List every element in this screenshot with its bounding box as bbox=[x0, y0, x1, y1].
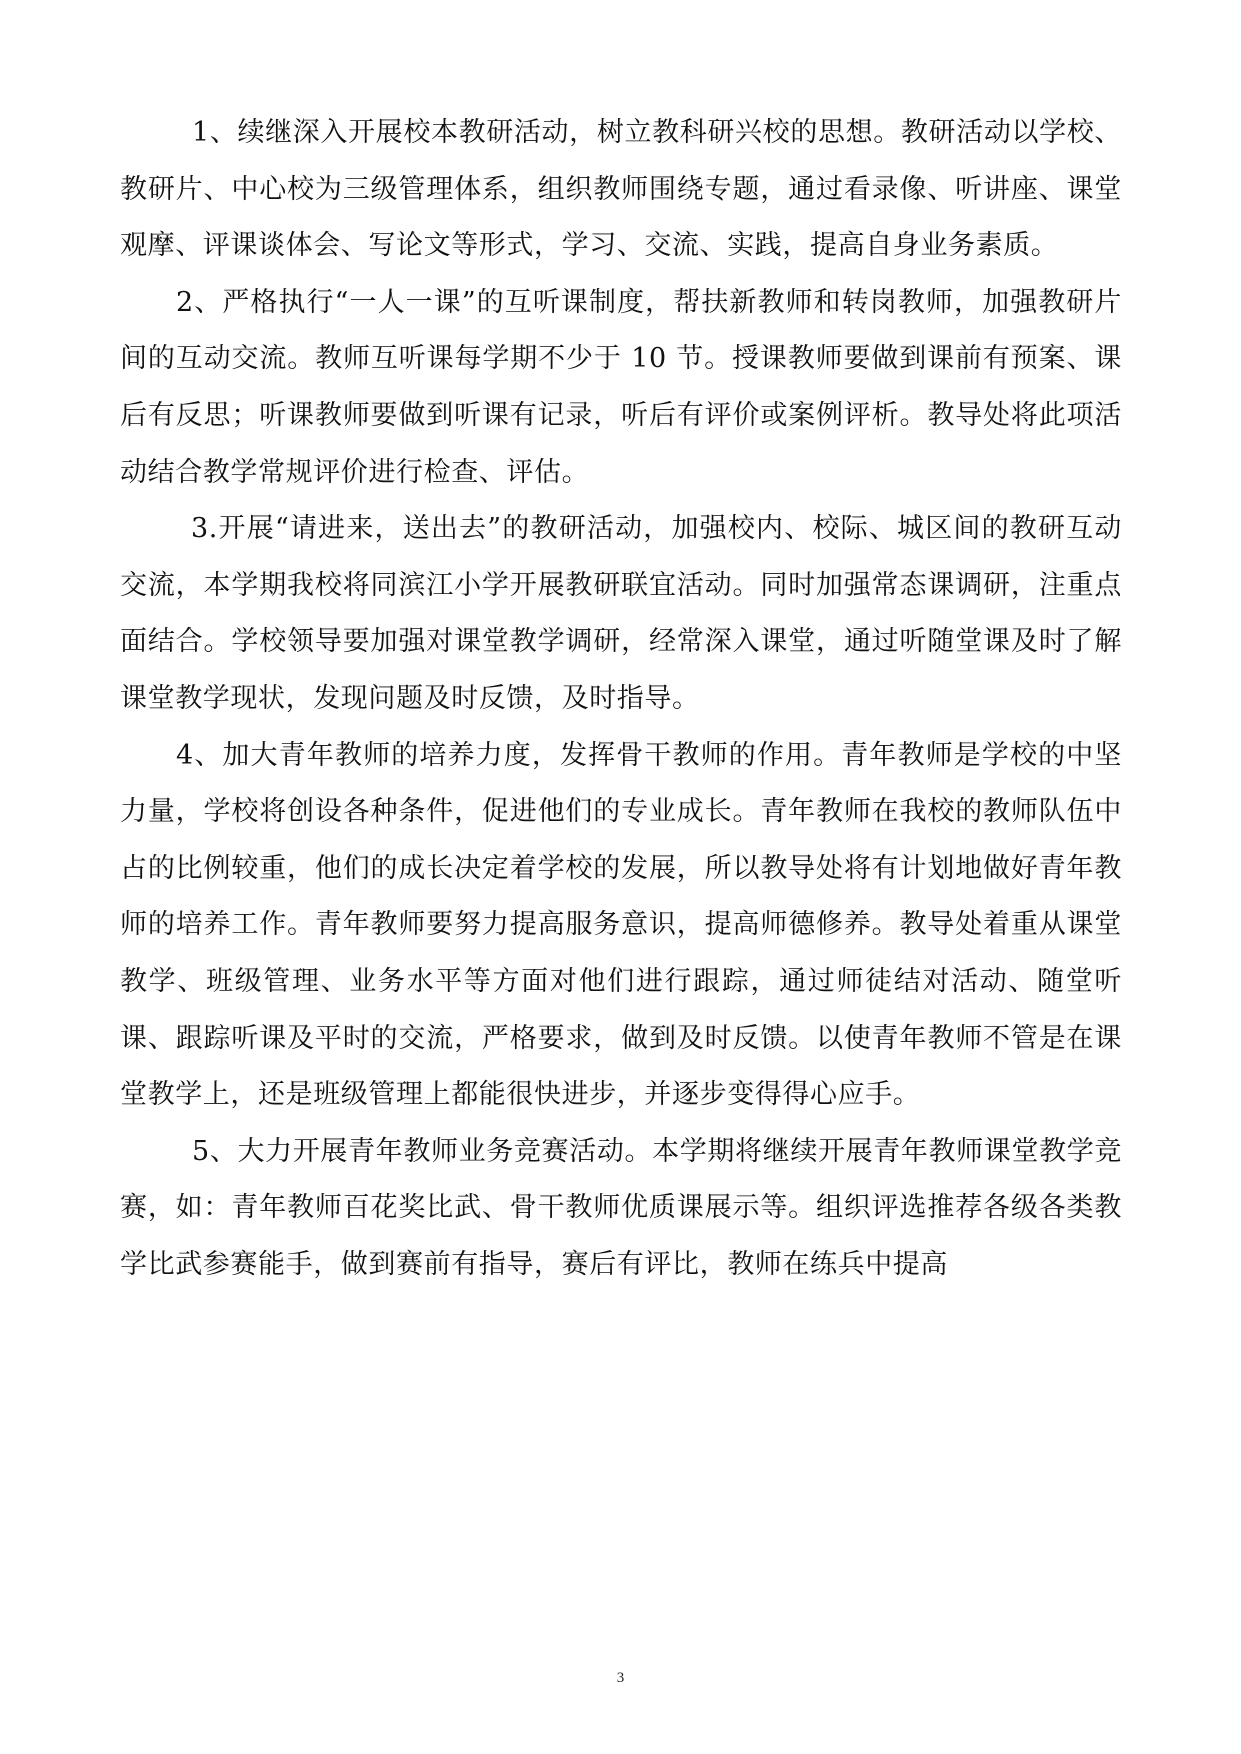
document-body bbox=[120, 105, 1122, 1293]
paragraph-3: 3.开展“请进来，送出去”的教研活动，加强校内、校际、城区间的教研互动交流，本学期我校将同滨江小学开展教研联宜活动。同时加强常态课调研，注重点面结合。学校领导要加强对课堂教学调研，经常深入课堂，通过听随堂课及时了解课堂教学现状，发现问题及时反馈，及时指导。 bbox=[120, 513, 1122, 714]
paragraph-5: 5、大力开展青年教师业务竞赛活动。本学期将继续开展青年教师课堂教学竞赛，如：青年教师百花奖比武、骨干教师优质课展示等。组织评选推荐各级各类教学比武参赛能手，做到赛前有指导，赛后有评比，教师在练兵中提高 bbox=[120, 1135, 1122, 1280]
paragraph-1: 1、续继深入开展校本教研活动，树立教科研兴校的思想。教研活动以学校、教研片、中心校为三级管理体系，组织教师围绕专题，通过看录像、听讲座、课堂观摩、评课谈体会、写论文等形式，学习、交流、实践，提高自身业务素质。 bbox=[120, 117, 1122, 262]
paragraph-2: 2、严格执行“一人一课”的互听课制度，帮扶新教师和转岗教师，加强教研片间的互动交流。教师互听课每学期不少于 10 节。授课教师要做到课前有预案、课后有反思；听课教师要做到听课有记录，听后有评价或案例评析。教导处将此项活动结合教学常规评价进行检查、评估。 bbox=[120, 286, 1122, 488]
page-number: 3 bbox=[616, 1670, 625, 1686]
paragraph-4: 4、加大青年教师的培养力度，发挥骨干教师的作用。青年教师是学校的中坚力量，学校将创设各种条件，促进他们的专业成长。青年教师在我校的教师队伍中占的比例较重，他们的成长决定着学校的发展，所以教导处将有计划地做好青年教师的培养工作。青年教师要努力提高服务意识，提高师德修养。教导处着重从课堂教学、班级管理、业务水平等方面对他们进行跟踪，通过师徒结对活动、随堂听课、跟踪听课及平时的交流，严格要求，做到及时反馈。以使青年教师不管是在课堂教学上，还是班级管理上都能很快进步，并逐步变得得心应手。 bbox=[120, 739, 1122, 1111]
